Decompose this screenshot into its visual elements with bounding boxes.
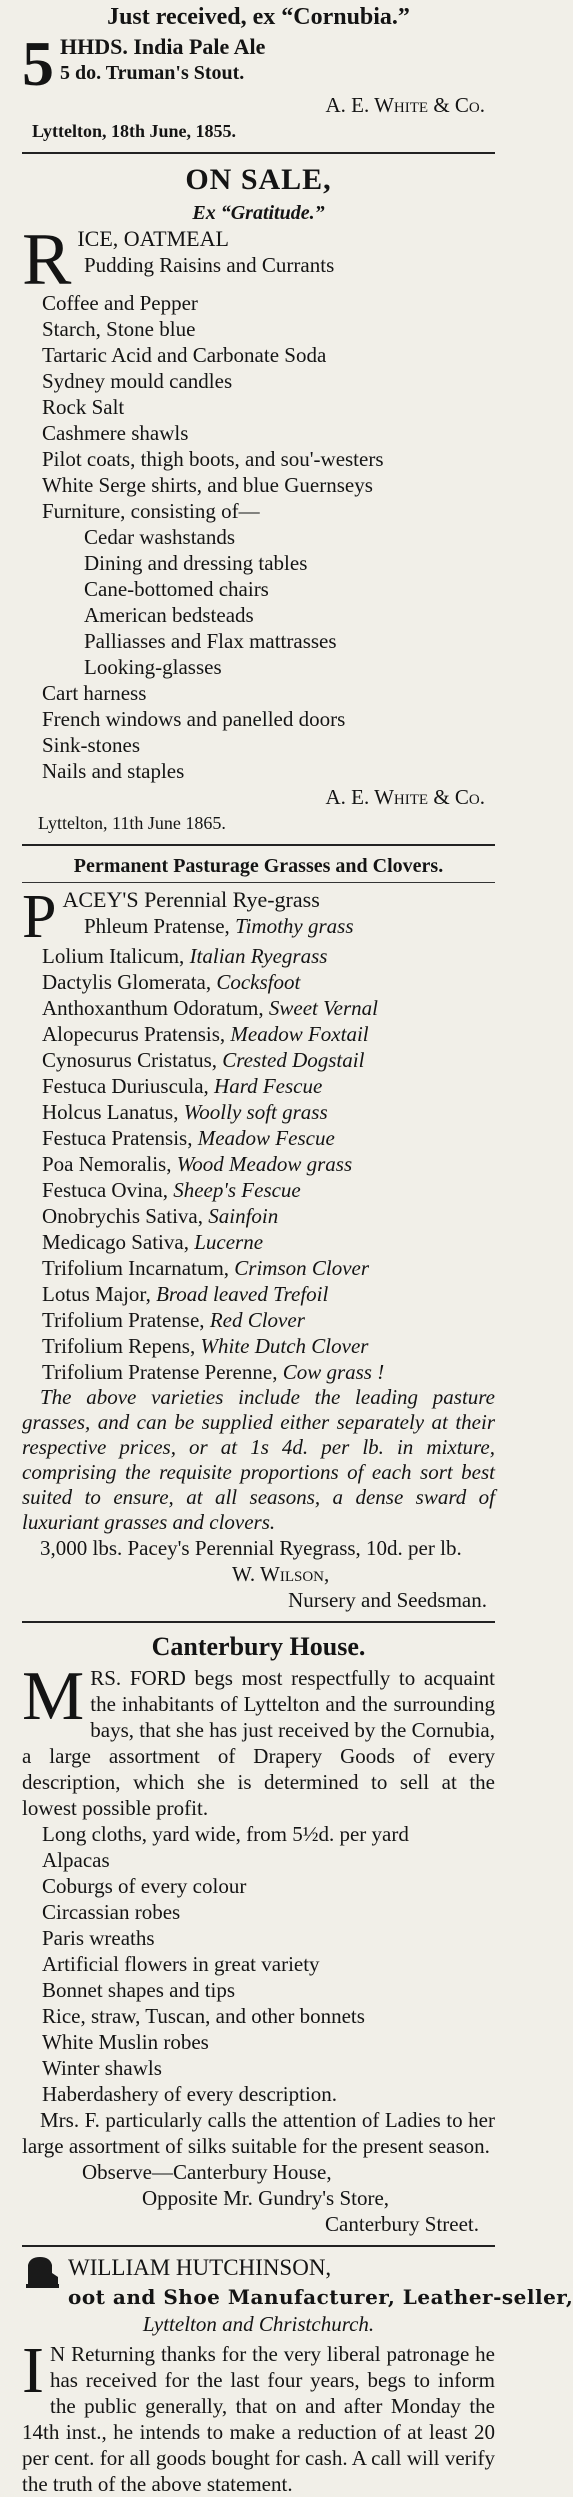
grass-item: Lotus Major, Broad leaved Trefoil [42, 1282, 329, 1306]
boot-emblem-icon [22, 2255, 60, 2289]
list-item: Coffee and Pepper [42, 291, 198, 315]
grass-item: Trifolium Pratense, Red Clover [42, 1308, 305, 1332]
ad-canterbury-house [22, 1629, 495, 2237]
column-divider [22, 2245, 495, 2247]
advertiser-places: Lyttelton and Christchurch. [142, 2312, 375, 2336]
first-line: ACEY'S Perennial Rye-grass [62, 887, 320, 912]
list-item: Furniture, consisting of— [42, 499, 260, 523]
furniture-item: Palliasses and Flax mattrasses [84, 629, 337, 653]
ad-grasses [22, 852, 495, 1613]
ad-hutchinson [22, 2253, 573, 2497]
list-item: Pilot coats, thigh boots, and sou'-westers [42, 447, 384, 471]
drapery-item: Winter shawls [42, 2056, 162, 2080]
list-item: Rock Salt [42, 395, 125, 419]
furniture-item: Looking-glasses [84, 655, 222, 679]
list-item: Pudding Raisins and Currants [84, 253, 335, 277]
ad-date: Lyttelton, 11th June 1865. [38, 813, 226, 833]
grass-item: Poa Nemoralis, Wood Meadow grass [42, 1152, 353, 1176]
drapery-item: Haberdashery of every description. [42, 2082, 338, 2106]
drop-cap: R [22, 219, 72, 301]
ad-on-sale [22, 160, 495, 836]
drop-cap: I [22, 2334, 44, 2407]
ad-intro: RS. FORD begs most respectfully to acquaint the inhabitants of Lyttelton and the surrounding bays, that she has just received by the Cornubia, a large assortment of Drapery Goods of every description, which she is determined to sell at the lowest possible profit. [22, 1666, 495, 1820]
grass-item: Festuca Pratensis, Meadow Fescue [42, 1126, 335, 1150]
ad-body: N Returning thanks for the very liberal patronage he has received for the last four years, begs to inform the public generally, that on and after Monday the 14th inst., he intends to make a reduction of at least 20 per cent. for all goods bought for cash. A call will verify the truth of the above statement. [22, 2342, 495, 2496]
drapery-item: Alpacas [42, 1848, 110, 1872]
grass-item: Festuca Ovina, Sheep's Fescue [42, 1178, 301, 1202]
ad-note: The above varieties include the leading pasture grasses, and can be supplied either separately at their respective prices, or at 1s 4d. per lb. in mixture, comprising the requisite proportions of each sort best suited to ensure, at all seasons, a dense sward of luxuriant grasses and clovers. [22, 1385, 495, 1534]
advertiser-name: WILLIAM HUTCHINSON, [68, 2255, 332, 2280]
drop-cap: P [22, 883, 57, 951]
list-item: French windows and panelled doors [42, 707, 346, 731]
grass-item: Anthoxanthum Odoratum, Sweet Vernal [42, 996, 378, 1020]
drop-cap: M [22, 1658, 85, 1735]
ad-heading: Just received, ex “Cornubia.” [107, 4, 410, 30]
grass-item: Medicago Sativa, Lucerne [42, 1230, 264, 1254]
column-divider [22, 844, 495, 846]
grass-item: Cynosurus Cristatus, Crested Dogstail [42, 1048, 365, 1072]
column-divider [22, 1621, 495, 1623]
furniture-item: Cedar washstands [84, 525, 236, 549]
drapery-item: Bonnet shapes and tips [42, 1978, 236, 2002]
grass-item: Trifolium Repens, White Dutch Clover [42, 1334, 369, 1358]
grass-list [22, 943, 495, 1385]
ad-signature: A. E. White & Co. [325, 93, 485, 117]
furniture-item: American bedsteads [84, 603, 254, 627]
grass-item: Trifolium Pratense Perenne, Cow grass ! [42, 1360, 385, 1384]
ad-signature-title: Nursery and Seedsman. [288, 1588, 487, 1612]
ad-signature: A. E. White & Co. [325, 785, 485, 809]
ad-offer: 3,000 lbs. Pacey's Perennial Ryegrass, 10d. per lb. [40, 1536, 462, 1560]
grass-item: Onobrychis Sativa, Sainfoin [42, 1204, 279, 1228]
list-item: Starch, Stone blue [42, 317, 196, 341]
drapery-item: Paris wreaths [42, 1926, 155, 1950]
drapery-list [22, 1821, 495, 2107]
column-divider [22, 152, 495, 154]
list-item: Sydney mould candles [42, 369, 233, 393]
furniture-item: Cane-bottomed chairs [84, 577, 269, 601]
drapery-item: Rice, straw, Tuscan, and other bonnets [42, 2004, 365, 2028]
grass-item: Phleum Pratense, Timothy grass [84, 914, 354, 938]
grass-item: Lolium Italicum, Italian Ryegrass [42, 944, 328, 968]
furniture-item: Dining and dressing tables [84, 551, 308, 575]
ad-date: Lyttelton, 18th June, 1855. [32, 121, 237, 141]
grass-item: Alopecurus Pratensis, Meadow Foxtail [42, 1022, 369, 1046]
ad-subheading: Ex “Gratitude.” [192, 202, 325, 224]
ad-observe: Observe—Canterbury House, [82, 2160, 332, 2184]
ad-observe: Opposite Mr. Gundry's Store, [142, 2186, 390, 2210]
grass-item: Holcus Lanatus, Woolly soft grass [42, 1100, 328, 1124]
list-item: Cashmere shawls [42, 421, 189, 445]
ad-note: Mrs. F. particularly calls the attention of Ladies to her large assortment of silks suitable for the present season. [22, 2108, 495, 2158]
heading-underline [22, 882, 495, 883]
ad-signature: W. Wilson, [232, 1562, 330, 1586]
ad-cornubia [22, 0, 495, 144]
ad-heading: ON SALE, [185, 163, 332, 196]
drapery-item: White Muslin robes [42, 2030, 209, 2054]
drapery-item: Circassian robes [42, 1900, 181, 1924]
grass-item: Dactylis Glomerata, Cocksfoot [42, 970, 301, 994]
grass-item: Trifolium Incarnatum, Crimson Clover [42, 1256, 370, 1280]
drapery-item: Coburgs of every colour [42, 1874, 247, 1898]
grass-item: Festuca Duriuscula, Hard Fescue [42, 1074, 323, 1098]
ad-heading: Permanent Pasturage Grasses and Clovers. [73, 855, 444, 877]
list-item: Cart harness [42, 681, 147, 705]
ad-heading: Canterbury House. [151, 1632, 366, 1661]
drapery-item: Artificial flowers in great variety [42, 1952, 320, 1976]
ad-line: 5 do. Truman's Stout. [60, 62, 245, 84]
list-item: White Serge shirts, and blue Guernseys [42, 473, 373, 497]
list-item: Sink-stones [42, 733, 141, 757]
first-line: ICE, OATMEAL [77, 226, 229, 251]
drapery-item: Long cloths, yard wide, from 5½d. per yard [42, 1822, 409, 1846]
large-numeral: 5 [22, 28, 54, 99]
list-item: Tartaric Acid and Carbonate Soda [42, 343, 327, 367]
ad-observe: Canterbury Street. [325, 2212, 479, 2236]
ad-line: HHDS. India Pale Ale [60, 34, 266, 59]
list-item: Nails and staples [42, 759, 185, 783]
advertiser-trade: oot and Shoe Manufacturer, Leather-seller, [68, 2285, 573, 2309]
